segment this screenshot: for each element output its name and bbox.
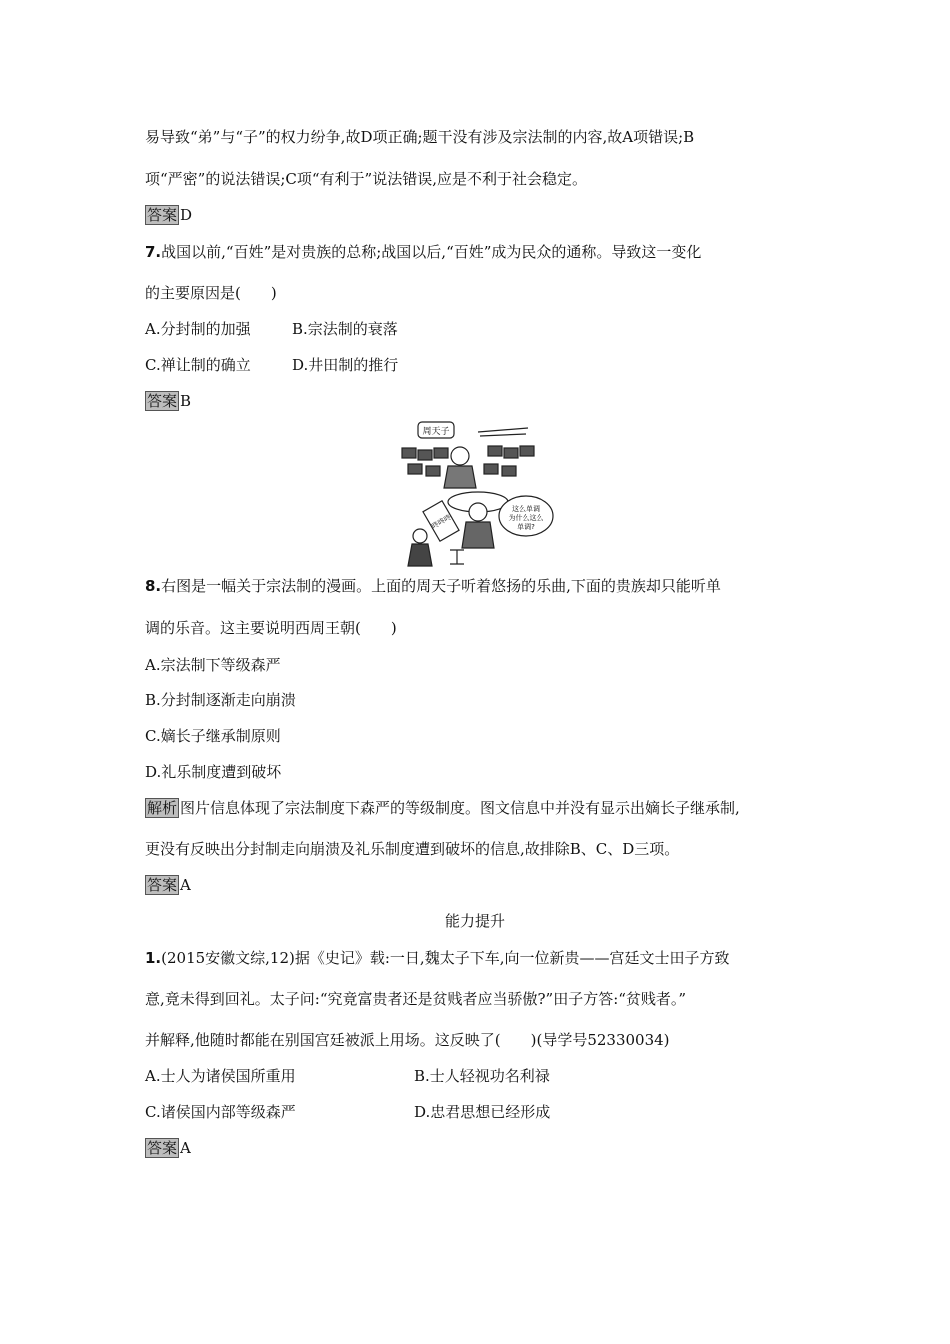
cartoon-bubble-right-line-3: 单调? xyxy=(517,523,535,531)
q8-answer xyxy=(145,875,191,895)
answer-tag: 答案 xyxy=(147,1139,178,1157)
q8-option-a: A.宗法制下等级森严 xyxy=(145,656,281,674)
q8-analysis-line-1 xyxy=(145,798,740,818)
cartoon-sign-text: 咚咚咚 xyxy=(430,513,453,531)
q7-stem-line-1 xyxy=(145,242,701,262)
answer-value: D xyxy=(180,206,193,224)
q7-option-a: A.分封制的加强 xyxy=(145,320,251,338)
question-text: 战国以前,“百姓”是对贵族的总称;战国以后,“百姓”成为民众的通称。导致这一变化 xyxy=(161,243,702,261)
question-number: 1. xyxy=(145,949,162,967)
q7-option-d: D.井田制的推行 xyxy=(292,356,399,374)
answer-tag: 答案 xyxy=(147,392,178,410)
p1-option-b: B.士人轻视功名利禄 xyxy=(414,1067,550,1085)
q8-stem-line-1 xyxy=(145,576,721,596)
zongfa-cartoon-image xyxy=(398,418,558,568)
q8-option-b: B.分封制逐渐走向崩溃 xyxy=(145,691,296,709)
q8-option-c: C.嫡长子继承制原则 xyxy=(145,727,281,745)
p1-answer xyxy=(145,1138,191,1158)
p1-stem-line-1 xyxy=(145,948,729,968)
cartoon-bubble-right-line-1: 这么单调 xyxy=(512,505,540,513)
cartoon-bubble-top-text: 周天子 xyxy=(422,427,450,437)
q6-text-line-1: 易导致“弟”与“子”的权力纷争,故D项正确;题干没有涉及宗法制的内容,故A项错误;B xyxy=(145,128,695,146)
q7-option-c: C.禅让制的确立 xyxy=(145,356,251,374)
q7-answer xyxy=(145,391,191,411)
p1-option-a: A.士人为诸侯国所重用 xyxy=(145,1067,296,1085)
answer-value: A xyxy=(180,1139,191,1157)
q7-option-b: B.宗法制的衰落 xyxy=(292,320,398,338)
p1-option-c: C.诸侯国内部等级森严 xyxy=(145,1103,296,1121)
question-text: (2015安徽文综,12)据《史记》载:一日,魏太子下车,向一位新贵——宫廷文士田子方致 xyxy=(161,949,730,967)
answer-tag: 答案 xyxy=(147,206,178,224)
analysis-tag: 解析 xyxy=(147,799,178,817)
q7-stem-line-2: 的主要原因是( ) xyxy=(145,284,277,302)
answer-tag: 答案 xyxy=(147,876,178,894)
q8-option-d: D.礼乐制度遭到破坏 xyxy=(145,763,282,781)
p1-stem-line-3: 并解释,他随时都能在别国宫廷被派上用场。这反映了( )(导学号52330034) xyxy=(145,1031,670,1049)
p1-option-d: D.忠君思想已经形成 xyxy=(414,1103,551,1121)
q8-analysis-line-2: 更没有反映出分封制走向崩溃及礼乐制度遭到破坏的信息,故排除B、C、D三项。 xyxy=(145,840,680,858)
answer-value: A xyxy=(180,876,191,894)
cartoon-bubble-right-line-2: 为什么这么 xyxy=(508,514,544,522)
answer-value: B xyxy=(180,392,192,410)
question-number: 8. xyxy=(145,577,162,595)
question-number: 7. xyxy=(145,243,162,261)
q8-stem-line-2: 调的乐音。这主要说明西周王朝( ) xyxy=(145,619,397,637)
question-text: 右图是一幅关于宗法制的漫画。上面的周天子听着悠扬的乐曲,下面的贵族却只能听单 xyxy=(161,577,721,595)
p1-stem-line-2: 意,竟未得到回礼。太子问:“究竟富贵者还是贫贱者应当骄傲?”田子方答:“贫贱者。” xyxy=(145,990,687,1008)
q6-answer xyxy=(145,205,192,225)
q6-text-line-2: 项“严密”的说法错误;C项“有利于”说法错误,应是不利于社会稳定。 xyxy=(145,170,587,188)
analysis-text: 图片信息体现了宗法制度下森严的等级制度。图文信息中并没有显示出嫡长子继承制, xyxy=(180,799,740,817)
section-title: 能力提升 xyxy=(444,912,505,930)
